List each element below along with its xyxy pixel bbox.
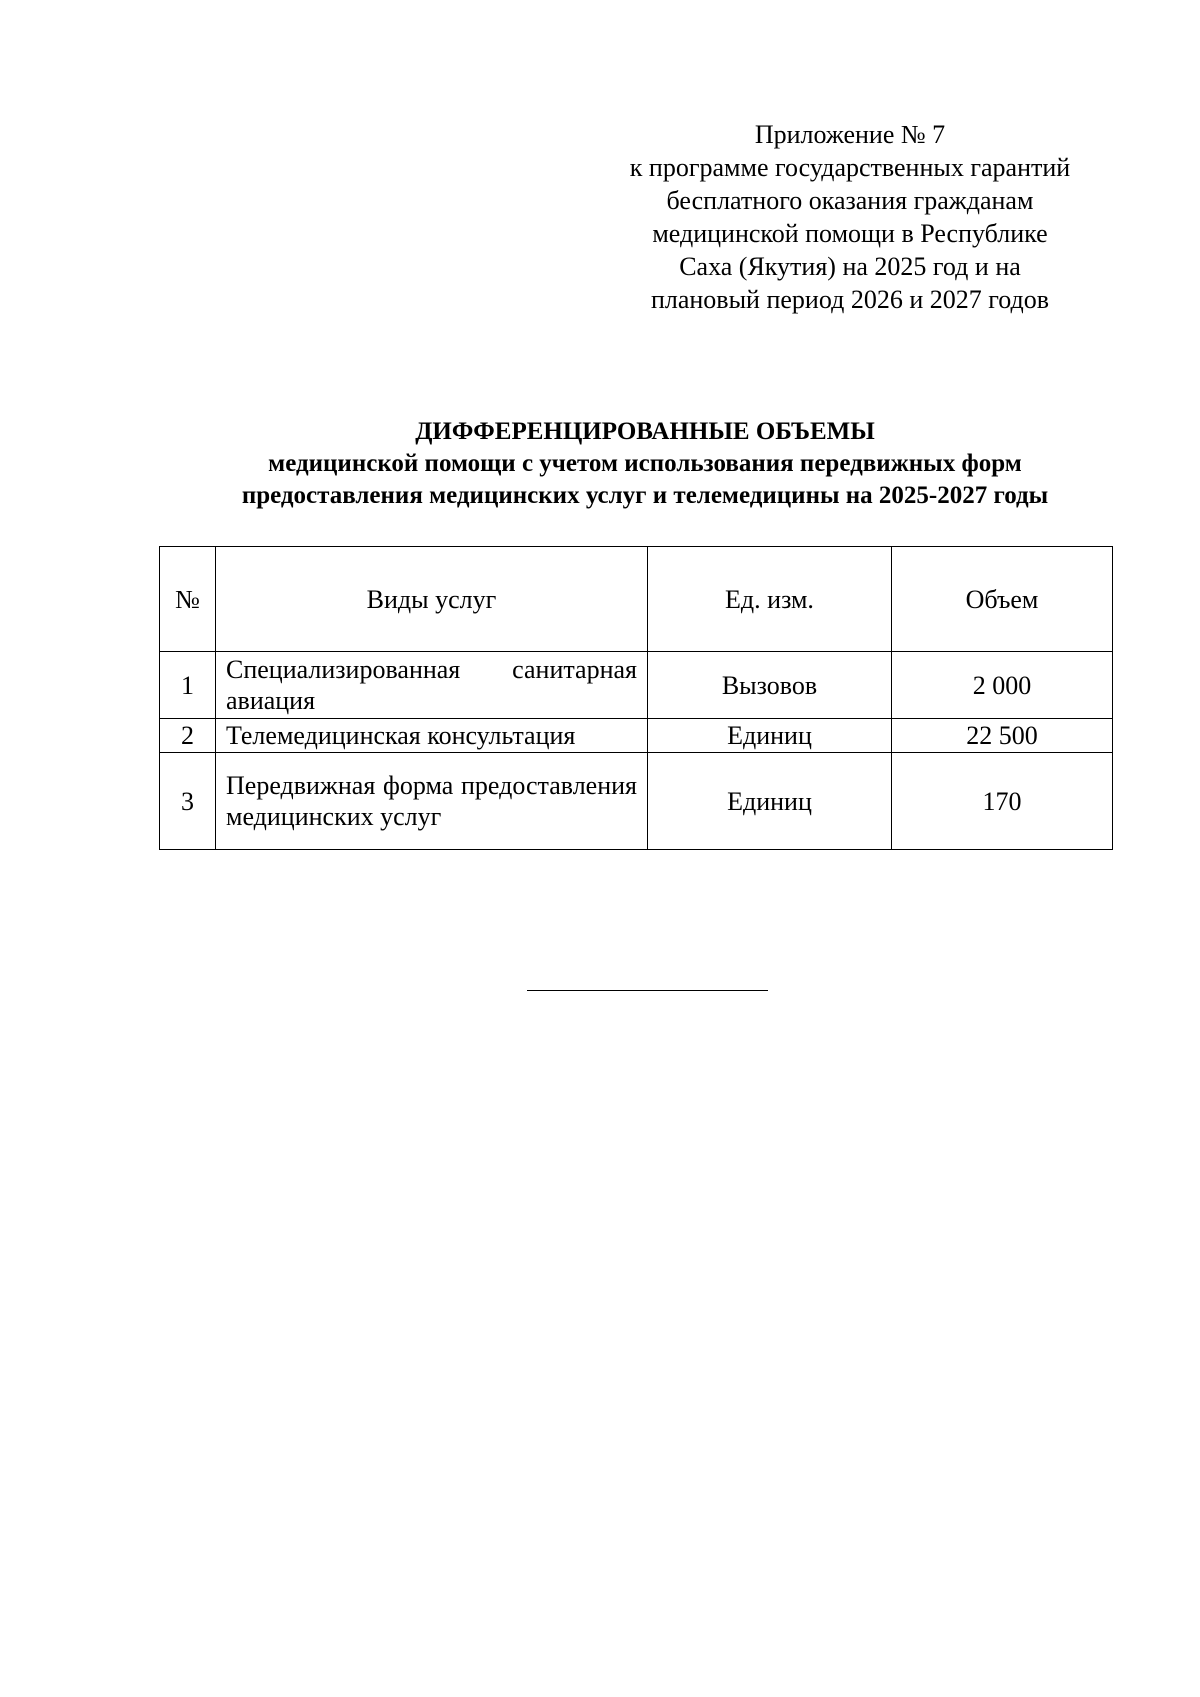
title-line-3: предоставления медицинских услуг и телемедицины на 2025-2027 годы — [241, 482, 1049, 509]
table-header-row — [160, 547, 1113, 652]
row-number: 1 — [160, 652, 216, 719]
document-title — [150, 416, 1140, 512]
appendix-line: к программе государственных гарантий — [629, 153, 1071, 182]
header-volume: Объем — [892, 547, 1113, 652]
appendix-number: Приложение № 7 — [754, 120, 946, 149]
row-number: 2 — [160, 719, 216, 753]
row-service: Специализированная санитарная авиация — [216, 652, 648, 719]
header-number: № — [160, 547, 216, 652]
table-row — [160, 652, 1113, 719]
header-unit: Ед. изм. — [648, 547, 892, 652]
appendix-line: плановый период 2026 и 2027 годов — [650, 285, 1050, 314]
appendix-caption — [590, 118, 1110, 316]
appendix-line: Саха (Якутия) на 2025 год и на — [679, 252, 1021, 281]
header-service: Виды услуг — [216, 547, 648, 652]
title-line-1: ДИФФЕРЕНЦИРОВАННЫЕ ОБЪЕМЫ — [415, 418, 875, 445]
table-row — [160, 719, 1113, 753]
row-unit: Единиц — [648, 719, 892, 753]
table-row — [160, 753, 1113, 850]
row-volume: 22 500 — [892, 719, 1113, 753]
end-divider-line — [527, 990, 768, 991]
title-line-2: медицинской помощи с учетом использования передвижных форм — [268, 450, 1022, 477]
appendix-line: медицинской помощи в Республике — [652, 219, 1048, 248]
row-number: 3 — [160, 753, 216, 850]
appendix-line: бесплатного оказания гражданам — [666, 186, 1034, 215]
row-service: Телемедицинская консультация — [216, 719, 648, 753]
row-unit: Единиц — [648, 753, 892, 850]
row-service: Передвижная форма предоставления медицинских услуг — [216, 753, 648, 850]
row-volume: 170 — [892, 753, 1113, 850]
row-volume: 2 000 — [892, 652, 1113, 719]
row-unit: Вызовов — [648, 652, 892, 719]
volumes-table — [159, 546, 1113, 850]
